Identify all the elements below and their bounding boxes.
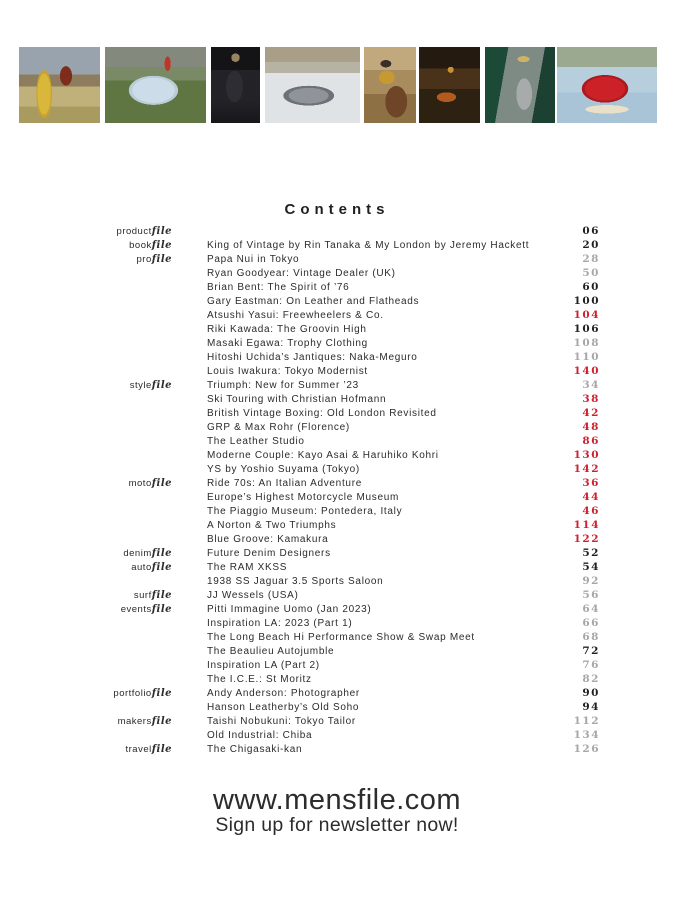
article-title: Hanson Leatherby’s Old Soho	[207, 702, 360, 713]
toc-row	[60, 322, 600, 336]
page-number: 50	[582, 267, 600, 279]
toc-row	[60, 266, 600, 280]
article-title: The Piaggio Museum: Pontedera, Italy	[207, 506, 403, 517]
toc-row	[60, 644, 600, 658]
page-number: 64	[582, 603, 600, 615]
toc-row	[60, 546, 600, 560]
toc-row	[60, 588, 600, 602]
page-number: 82	[582, 673, 600, 685]
toc-row	[60, 532, 600, 546]
red-vespa-scooter-photo	[557, 47, 657, 123]
leather-jacket-portrait-photo	[211, 47, 260, 123]
man-in-suit-straw-hat-photo	[485, 47, 555, 123]
page-number: 20	[582, 239, 600, 251]
cowboy-on-horse-photo	[364, 47, 416, 123]
page-number: 56	[582, 589, 600, 601]
article-title: Gary Eastman: On Leather and Flatheads	[207, 296, 420, 307]
page-number: 122	[573, 533, 600, 545]
section-label: makersfile	[117, 716, 172, 727]
toc-row	[60, 350, 600, 364]
article-title: Inspiration LA: 2023 (Part 1)	[207, 618, 353, 629]
page-number: 100	[573, 295, 600, 307]
page-number: 44	[582, 491, 600, 503]
page-number: 130	[573, 449, 600, 461]
article-title: Ski Touring with Christian Hofmann	[207, 394, 387, 405]
page-number: 06	[582, 225, 600, 237]
section-label: eventsfile	[120, 604, 172, 615]
page-number: 72	[582, 645, 600, 657]
toc-row	[60, 238, 600, 252]
page-number: 38	[582, 393, 600, 405]
toc-row	[60, 280, 600, 294]
article-title: Louis Iwakura: Tokyo Modernist	[207, 366, 368, 377]
page-number: 92	[582, 575, 600, 587]
file-suffix-logo: file	[151, 240, 172, 251]
article-title: Masaki Egawa: Trophy Clothing	[207, 338, 368, 349]
article-title: YS by Yoshio Suyama (Tokyo)	[207, 464, 360, 475]
section-label: stylefile	[129, 380, 172, 391]
file-suffix-logo: file	[151, 226, 172, 237]
page-title: Contents	[284, 201, 390, 218]
article-title: Europe’s Highest Motorcycle Museum	[207, 492, 400, 503]
article-title: Papa Nui in Tokyo	[207, 254, 300, 265]
page-number: 60	[582, 281, 600, 293]
section-label: portfoliofile	[113, 688, 172, 699]
page-number: 108	[573, 337, 600, 349]
page-number: 140	[573, 365, 600, 377]
toc-row	[60, 574, 600, 588]
article-title: The Chigasaki-kan	[207, 744, 303, 755]
soapbox-racer-night-photo	[419, 47, 480, 123]
section-label: motofile	[128, 478, 172, 489]
section-label: surffile	[133, 590, 172, 601]
toc-row	[60, 658, 600, 672]
toc-row	[60, 630, 600, 644]
toc-row	[60, 448, 600, 462]
page-number: 126	[573, 743, 600, 755]
article-title: Taishi Nobukuni: Tokyo Tailor	[207, 716, 356, 727]
toc-row	[60, 742, 600, 756]
page-number: 42	[582, 407, 600, 419]
page-number: 110	[573, 351, 600, 363]
toc-row	[60, 364, 600, 378]
section-label: profile	[136, 254, 172, 265]
article-title: King of Vintage by Rin Tanaka & My London by Jeremy Hackett	[207, 240, 530, 251]
article-title: Brian Bent: The Spirit of ’76	[207, 282, 350, 293]
toc-row	[60, 672, 600, 686]
article-title: Ryan Goodyear: Vintage Dealer (UK)	[207, 268, 396, 279]
page-number: 94	[582, 701, 600, 713]
file-suffix-logo: file	[151, 562, 172, 573]
toc-row	[60, 406, 600, 420]
vintage-streamline-bicycle-photo	[105, 47, 206, 123]
article-title: Blue Groove: Kamakura	[207, 534, 329, 545]
toc-row	[60, 518, 600, 532]
page-number: 112	[573, 715, 600, 727]
page-number: 54	[582, 561, 600, 573]
toc-row	[60, 252, 600, 266]
article-title: A Norton & Two Triumphs	[207, 520, 337, 531]
section-label: travelfile	[125, 744, 172, 755]
toc-row	[60, 224, 600, 238]
page-number: 134	[573, 729, 600, 741]
newsletter-signup-text: Sign up for newsletter now!	[215, 814, 459, 836]
page-number: 28	[582, 253, 600, 265]
file-suffix-logo: file	[151, 590, 172, 601]
page-number: 52	[582, 547, 600, 559]
file-suffix-logo: file	[151, 744, 172, 755]
article-title: 1938 SS Jaguar 3.5 Sports Saloon	[207, 576, 384, 587]
article-title: British Vintage Boxing: Old London Revisited	[207, 408, 437, 419]
file-suffix-logo: file	[151, 478, 172, 489]
toc-row	[60, 504, 600, 518]
toc-row	[60, 686, 600, 700]
toc-row	[60, 490, 600, 504]
toc-row	[60, 700, 600, 714]
article-title: Hitoshi Uchida’s Jantiques: Naka-Meguro	[207, 352, 418, 363]
section-label: productfile	[116, 226, 172, 237]
article-title: The Long Beach Hi Performance Show & Swap Meet	[207, 632, 475, 643]
page-number: 68	[582, 631, 600, 643]
page-number: 76	[582, 659, 600, 671]
section-label: autofile	[131, 562, 172, 573]
tracked-race-car-on-snow-photo	[265, 47, 360, 123]
toc-row	[60, 616, 600, 630]
article-title: Riki Kawada: The Groovin High	[207, 324, 367, 335]
file-suffix-logo: file	[151, 716, 172, 727]
toc-row	[60, 308, 600, 322]
toc-row	[60, 294, 600, 308]
section-label: denimfile	[123, 548, 172, 559]
article-title: Future Denim Designers	[207, 548, 331, 559]
toc-row	[60, 420, 600, 434]
file-suffix-logo: file	[151, 254, 172, 265]
article-title: JJ Wessels (USA)	[207, 590, 299, 601]
article-title: The Leather Studio	[207, 436, 305, 447]
file-suffix-logo: file	[151, 548, 172, 559]
article-title: Atsushi Yasui: Freewheelers & Co.	[207, 310, 384, 321]
page-number: 104	[573, 309, 600, 321]
page-number: 34	[582, 379, 600, 391]
file-suffix-logo: file	[151, 380, 172, 391]
page-number: 46	[582, 505, 600, 517]
page-number: 90	[582, 687, 600, 699]
toc-row	[60, 434, 600, 448]
article-title: GRP & Max Rohr (Florence)	[207, 422, 350, 433]
page-number: 66	[582, 617, 600, 629]
article-title: Pitti Immagine Uomo (Jan 2023)	[207, 604, 372, 615]
article-title: Andy Anderson: Photographer	[207, 688, 360, 699]
toc-row	[60, 560, 600, 574]
file-suffix-logo: file	[151, 688, 172, 699]
toc-row	[60, 714, 600, 728]
file-suffix-logo: file	[151, 604, 172, 615]
article-title: The Beaulieu Autojumble	[207, 646, 335, 657]
article-title: The RAM XKSS	[207, 562, 288, 573]
page-number: 106	[573, 323, 600, 335]
toc-row	[60, 476, 600, 490]
section-label: bookfile	[129, 240, 172, 251]
website-url: www.mensfile.com	[212, 784, 462, 816]
page-number: 86	[582, 435, 600, 447]
toc-row	[60, 602, 600, 616]
toc-row	[60, 392, 600, 406]
article-title: Ride 70s: An Italian Adventure	[207, 478, 362, 489]
table-of-contents	[60, 224, 600, 756]
page-number: 142	[573, 463, 600, 475]
article-title: Triumph: New for Summer ’23	[207, 380, 359, 391]
page-number: 36	[582, 477, 600, 489]
article-title: Inspiration LA (Part 2)	[207, 660, 320, 671]
article-title: Moderne Couple: Kayo Asai & Haruhiko Kohri	[207, 450, 439, 461]
toc-row	[60, 462, 600, 476]
article-title: Old Industrial: Chiba	[207, 730, 313, 741]
page-number: 48	[582, 421, 600, 433]
surfer-on-van-photo	[19, 47, 100, 123]
toc-row	[60, 728, 600, 742]
article-title: The I.C.E.: St Moritz	[207, 674, 312, 685]
toc-row	[60, 378, 600, 392]
toc-row	[60, 336, 600, 350]
page-number: 114	[573, 519, 600, 531]
